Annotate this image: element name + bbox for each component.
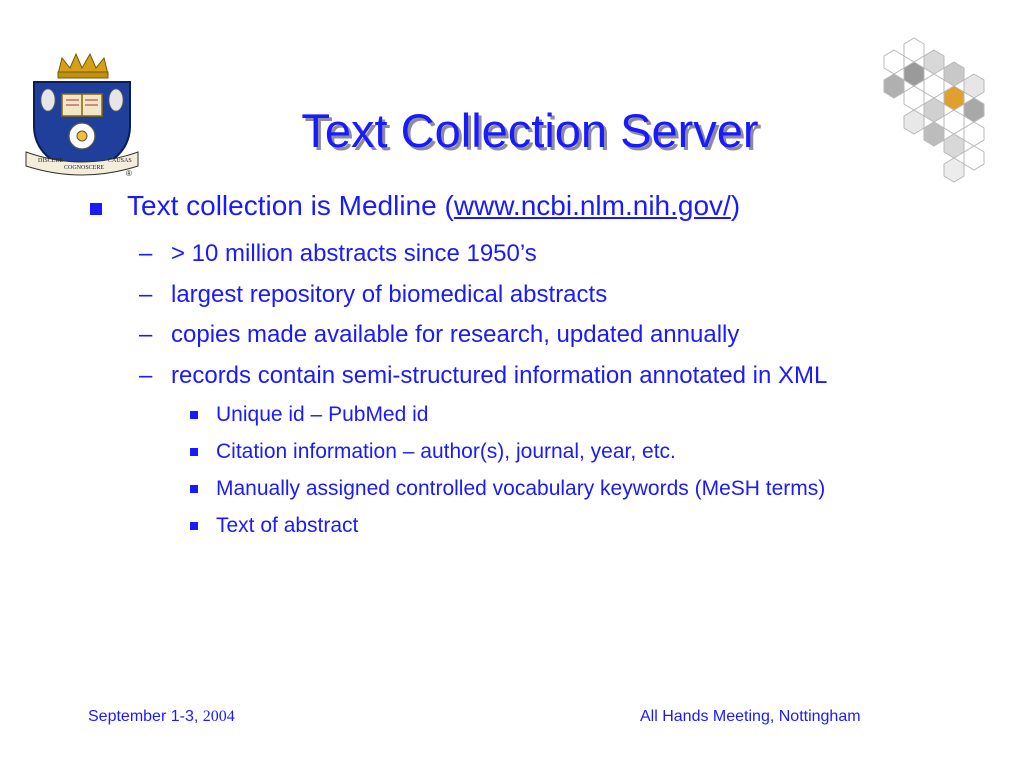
svg-text:CAUSAS: CAUSAS xyxy=(108,158,132,164)
bullet-text: Citation information – author(s), journal, year, etc. xyxy=(216,440,676,463)
square-bullet-icon xyxy=(190,485,198,493)
crown-icon xyxy=(58,54,108,78)
square-bullet-icon xyxy=(190,522,198,530)
medline-link[interactable]: www.ncbi.nlm.nih.gov/ xyxy=(453,190,731,221)
svg-text:DISCERE: DISCERE xyxy=(38,158,64,164)
bullet-text: Manually assigned controlled vocabulary keywords (MeSH terms) xyxy=(216,477,826,500)
bullet-text: copies made available for research, updated annually xyxy=(171,321,740,348)
svg-text:®: ® xyxy=(126,169,132,176)
dash-bullet-icon: – xyxy=(139,281,153,308)
bullet-text: Text collection is Medline (www.ncbi.nlm.nih.gov/) xyxy=(127,190,741,221)
square-bullet-icon xyxy=(190,411,198,419)
slide-title: Text Collection Server xyxy=(301,104,759,157)
footer-date: September 1-3, 2004 xyxy=(88,708,235,725)
bullet-text: > 10 million abstracts since 1950’s xyxy=(171,240,537,267)
square-bullet-icon xyxy=(90,203,102,215)
dash-bullet-icon: – xyxy=(139,362,153,389)
dash-bullet-icon: – xyxy=(139,321,153,348)
svg-text:COGNOSCERE: COGNOSCERE xyxy=(64,165,105,171)
footer-event: All Hands Meeting, Nottingham xyxy=(640,708,861,725)
bullet-text: Unique id – PubMed id xyxy=(216,403,429,426)
bullet-text: records contain semi-structured information annotated in XML xyxy=(171,362,828,389)
bullet-text: Text of abstract xyxy=(216,514,359,537)
dash-bullet-icon: – xyxy=(139,240,153,267)
bullet-text: largest repository of biomedical abstracts xyxy=(171,281,608,308)
square-bullet-icon xyxy=(190,448,198,456)
